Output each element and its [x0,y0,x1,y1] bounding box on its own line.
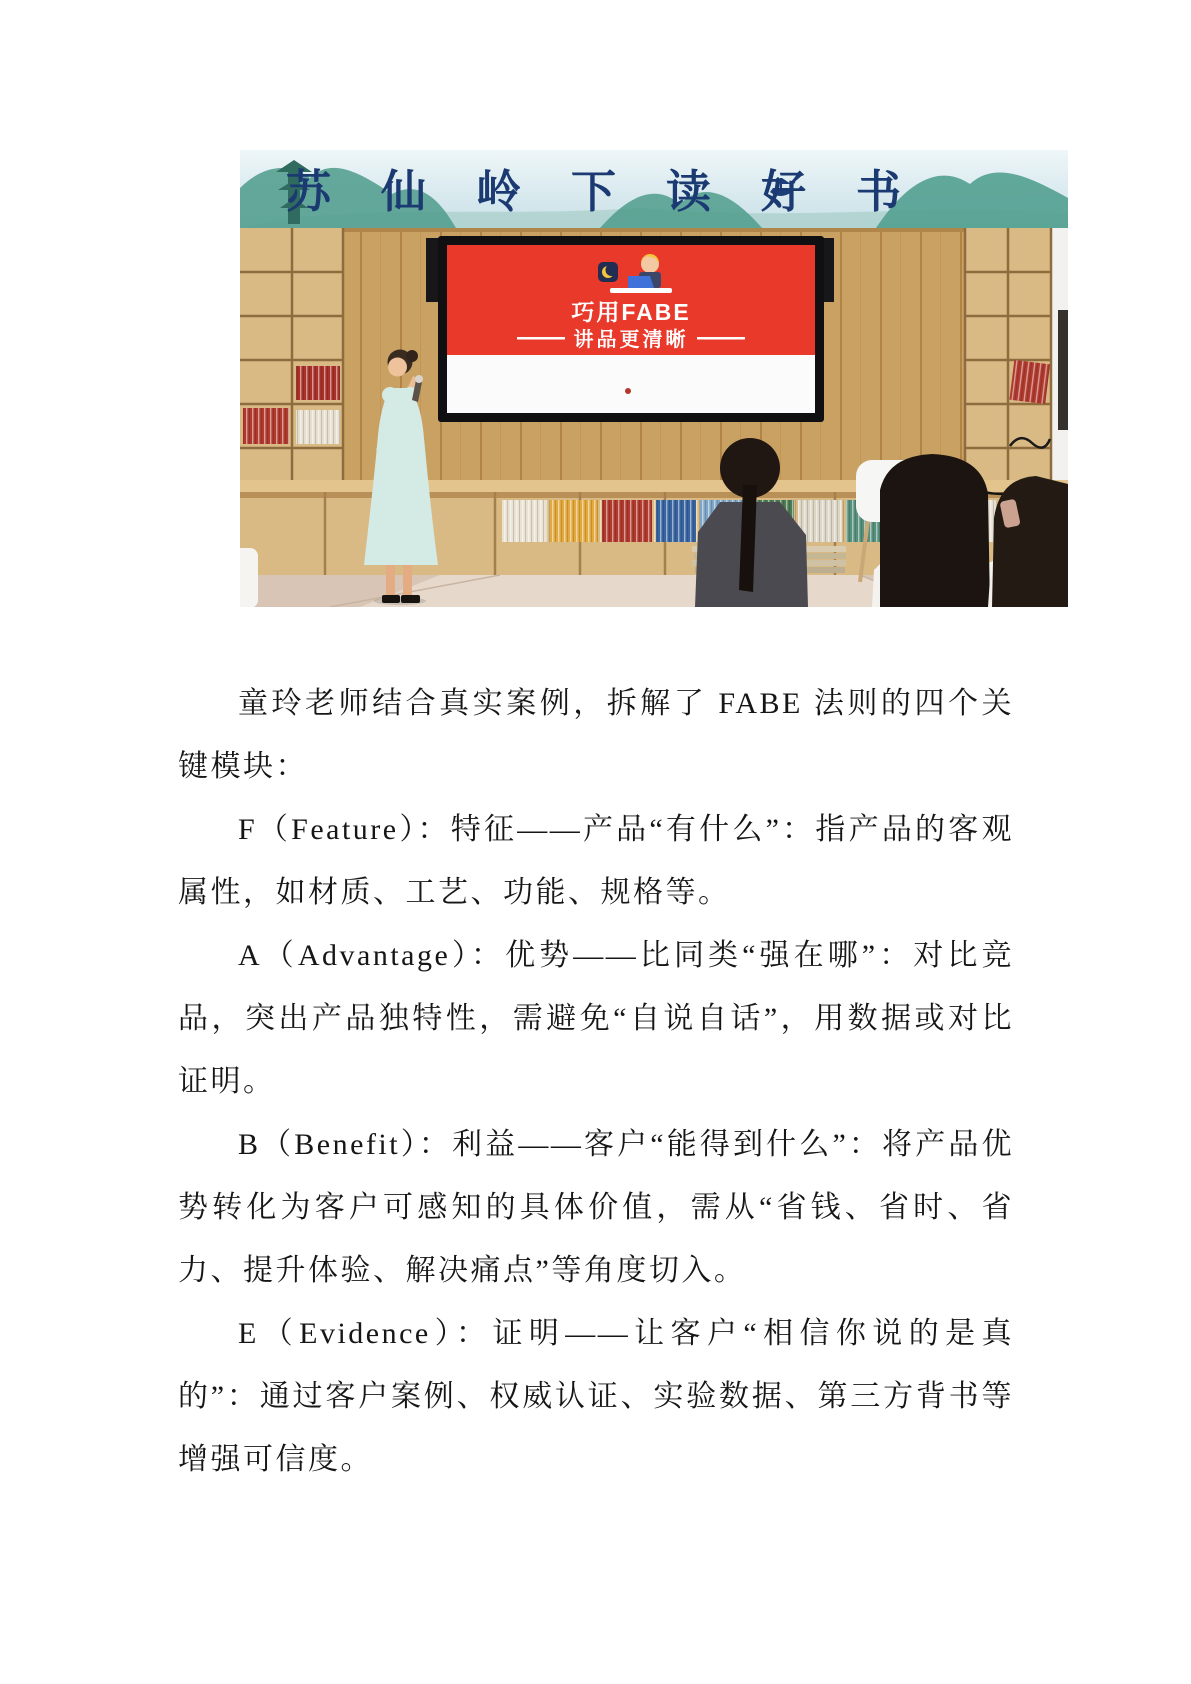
slide-white-area [447,355,815,413]
presenter-sandals [382,595,400,603]
slide-subtitle: 讲品更清晰 [573,329,689,351]
paragraph-intro: 童玲老师结合真实案例，拆解了 FABE 法则的四个关键模块： [178,687,1014,783]
paragraph-evidence: E（Evidence）：证明——让客户“相信你说的是真的”：通过客户案例、权威认证、实验数据、第三方背书等增强可信度。 [178,1317,1014,1476]
presentation-screen [426,236,834,422]
presenter-face [388,358,407,377]
banner-calligraphy: 苏仙岭下读好书 [286,165,952,218]
audience-member-right [872,454,998,607]
paragraph-feature: F（Feature）：特征——产品“有什么”：指产品的客观属性，如材质、工艺、功能、规格等。 [178,813,1014,909]
slide-title: 巧用FABE [571,299,691,325]
chair-fragment [240,548,258,607]
presenter-hair-bun [406,350,418,362]
bookshelf-left [240,228,344,495]
article-body [178,672,1014,1491]
banner [240,150,1068,228]
slide-logo-dot [625,388,631,394]
paragraph-advantage: A（Advantage）：优势——比同类“强在哪”：对比竞品，突出产品独特性，需避免“自说自话”，用数据或对比证明。 [178,939,1014,1098]
lecture-photo-scene [240,150,1068,607]
dark-panel-edge [1058,310,1068,430]
lecture-photo [240,150,1068,607]
paragraph-benefit: B（Benefit）：利益——客户“能得到什么”：将产品优势转化为客户可感知的具体价值，需从“省钱、省时、省力、提升体验、解决痛点”等角度切入。 [178,1128,1014,1287]
